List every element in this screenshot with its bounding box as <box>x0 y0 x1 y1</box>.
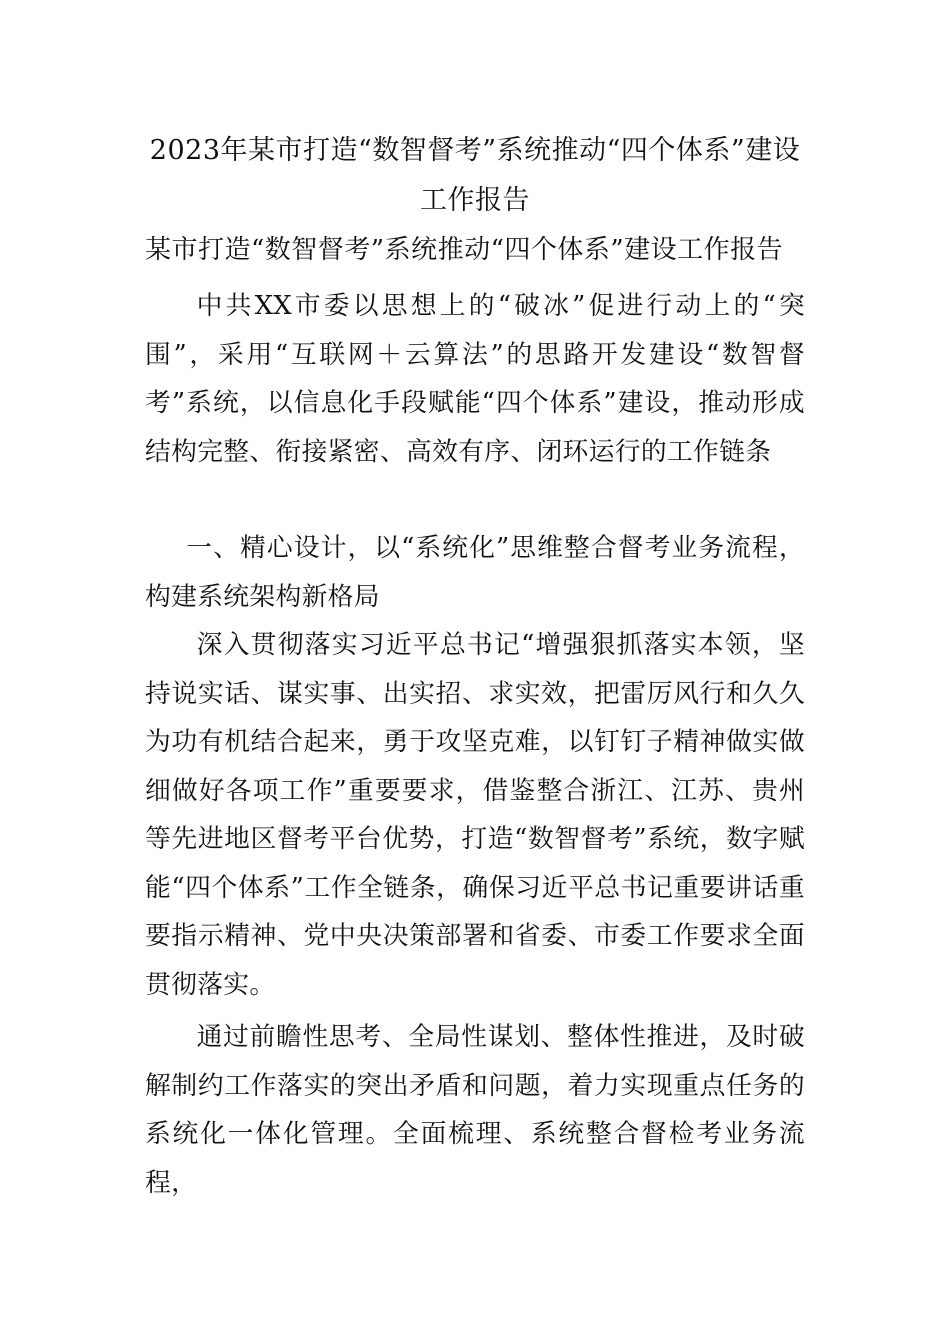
body-paragraph: 深入贯彻落实习近平总书记“增强狠抓落实本领，坚持说实话、谋实事、出实招、求实效，把雷厉风行和久久为功有机结合起来，勇于攻坚克难，以钉钉子精神做实做细做好各项工作”重要要求，借鉴整合浙江、江苏、贵州等先进地区督考平台优势，打造“数智督考”系统，数字赋能“四个体系”工作全链条，确保习近平总书记重要讲话重要指示精神、党中央决策部署和省委、市委工作要求全面贯彻落实。 <box>145 630 805 1000</box>
document-page <box>145 126 805 1207</box>
document-title: 2023年某市打造“数智督考”系统推动“四个体系”建设工作报告 <box>149 135 801 216</box>
body-paragraph: 通过前瞻性思考、全局性谋划、整体性推进，及时破解制约工作落实的突出矛盾和问题，着力实现重点任务的系统化一体化管理。全面梳理、系统整合督检考业务流程， <box>145 1022 805 1198</box>
section-heading: 一、精心设计，以“系统化”思维整合督考业务流程，构建系统架构新格局 <box>145 533 805 612</box>
document-subtitle: 某市打造“数智督考”系统推动“四个体系”建设工作报告 <box>145 235 784 265</box>
intro-paragraph: 中共XX市委以思想上的“破冰”促进行动上的“突围”，采用“互联网＋云算法”的思路开发建设“数智督考”系统，以信息化手段赋能“四个体系”建设，推动形成结构完整、衔接紧密、高效有序、闭环运行的工作链条 <box>145 291 805 467</box>
